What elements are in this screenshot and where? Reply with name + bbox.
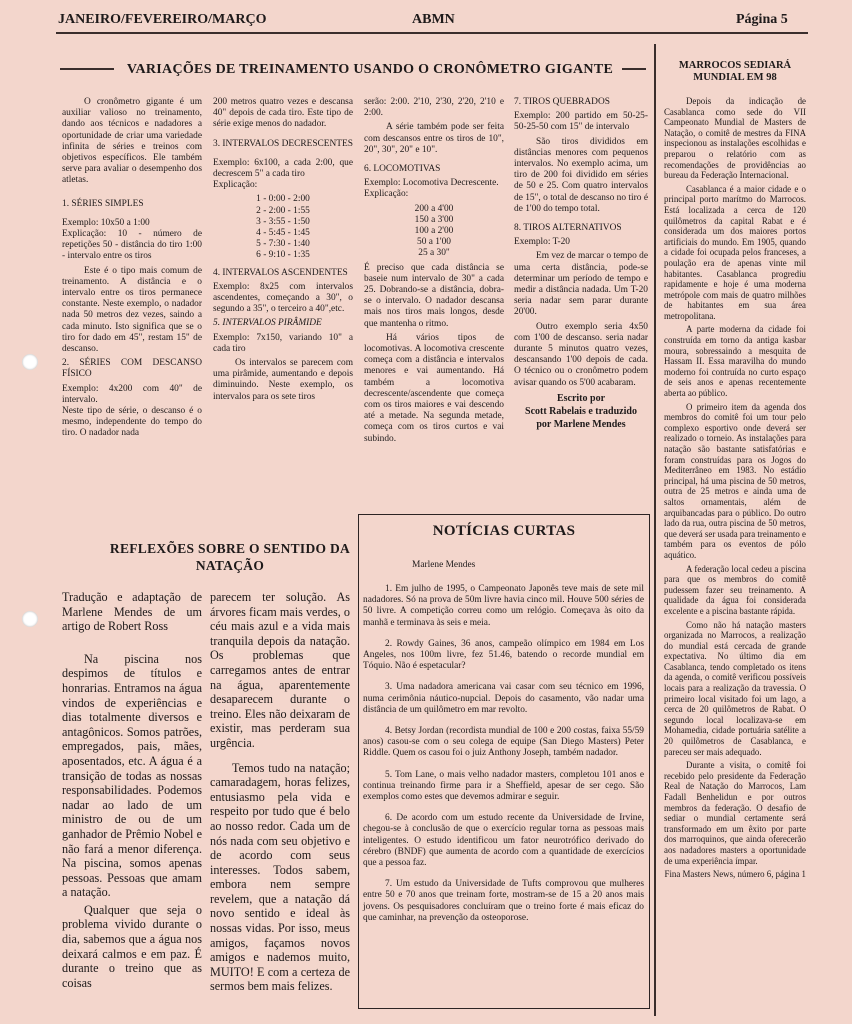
article-title-variacoes: VARIAÇÕES DE TREINAMENTO USANDO O CRONÔMETRO GIGANTE (126, 62, 614, 77)
paragraph: Depois da indicação de Casablanca como sede do VII Campeonato Mundial de Masters de Natação, o comitê de mestres da FINA inspecionou as instalações escolhidas e preparou o relatório com as recomendações de providências ao bureau da Federação Internacional. (664, 96, 806, 181)
paragraph: O cronômetro gigante é um auxiliar valioso no treinamento, dando aos técnicos e nadadores a oportunidade de criar uma variedade infinita de séries e treinos com objetivos específicos. Ele também serve para avaliar o desempenho dos atletas. (62, 97, 202, 186)
article-title-noticias: NOTÍCIAS CURTAS (432, 523, 576, 539)
paragraph: Na piscina nos despimos de títulos e honrarias. Entramos na água vindos de experiências e dias totalmente diversos e antagônicos. Somos patrões, empregados, pais, mães, aposentados, etc. A água é a transição de todas as nossas responsabilidades. Podemos nadar ao lado de um ministro de ou de um ganhador de Prêmio Nobel e não fará a menor diferença. Na piscina, somos apenas pessoas. Pessoas que amam a natação. (62, 651, 202, 900)
title-rule (622, 68, 646, 70)
paragraph: Exemplo: 200 partido em 50-25-50-25-50 com 15" de intervalo (514, 111, 648, 133)
header-rule (56, 32, 808, 34)
article2-column-2 (210, 590, 350, 997)
page-number: Página 5 (736, 12, 788, 27)
paragraph: Outro exemplo seria 4x50 com 1'00 de descanso. seria nadar durante 5 minutos quatro vezes, descansando 1'00 depois de cada. O técnico ou o cronômetro podem avisar quando os 5'00 acabaram. (514, 321, 648, 388)
article1-column-2 (213, 97, 353, 406)
column-rule (654, 44, 656, 1016)
paragraph: Como não há natação masters organizada no Marrocos, a realização do mundial está cercada de grande expectativa. No último dia em Casablanca, tendo completado os itens da agenda, o comitê verificou possíveis locais para a realização da travessia. O primeiro local visitado foi um lago, a cerca de 20 quilômetros de Rabat. O segundo local localizava-se em Mohamedia, cidade portuária satélite a 20 quilômetros de Casablanca, e pareceu ser mais adequado. (664, 619, 806, 757)
list-item: 1. Em julho de 1995, o Campeonato Japonês teve mais de sete mil nadadores. Só na prova de 50m livre havia cinco mil. Houve 500 séries de 50 livre. A competição correu como um relógio. Começava às oito da manhã e terminava às seis e meia. (363, 584, 644, 628)
list-item: 5. Tom Lane, o mais velho nadador masters, completou 101 anos e continua treinando firme para ir a Sheffield, apesar de ser cego. São exemplos como estes que devemos admirar e seguir. (363, 769, 644, 803)
section-heading: 7. TIROS QUEBRADOS (514, 97, 610, 107)
section-heading: 6. LOCOMOTIVAS (364, 164, 441, 175)
paragraph: A parte moderna da cidade foi construída em torno da antiga kasbar moura, sobressaindo a mesquita de Hassam II. Essa maravilha do mundo moderno foi contruída no curto espaço de seis anos e apenas recentemente aberta ao público. (664, 324, 806, 399)
article1-column-1 (62, 97, 202, 443)
paragraph: parecem ter solução. As árvores ficam mais verdes, o céu mais azul e a vida mais tranquila depois da natação. Os problemas que carregamos antes de entrar na água, aparentemente desaparecem durante o treino. Eles não deixaram de existir, mas perderam sua urgência. (210, 590, 350, 750)
paragraph: Este é o tipo mais comum de treinamento. A distância e o intervalo entre os tiros permanece constante. Neste exemplo, o nadador nada 50 metros dez vezes, saindo a cada minuto. Isto significa que se o tiro for dado em 45", restam 15" de descanso. (62, 265, 202, 355)
issue-date: JANEIRO/FEVEREIRO/MARÇO (58, 12, 267, 27)
article-title-reflexoes: REFLEXÕES SOBRE O SENTIDO DA NATAÇÃO (109, 541, 351, 573)
paragraph: Há vários tipos de locomotivas. A locomotiva crescente começa com a distância e intervalos menores e vai aumentando. Há também a locomotiva decrescente/ascendente que começa com os tiros maiores e vai descendo até a metade. Na segunda metade, começa com os tiros curtos e vai subindo. (364, 332, 504, 444)
list-item: 3. Uma nadadora americana vai casar com seu técnico em 1996, numa cerimônia náutico-nupcial. Depois do casamento, vão nadar uma distância de um quilômetro em mar revolto. (363, 682, 644, 715)
punch-hole (22, 611, 38, 627)
article2-column-1 (62, 590, 202, 993)
byline: Escrito por Scott Rabelais e traduzido por Marlene Mendes (525, 392, 637, 430)
list-item: 6. De acordo com um estudo recente da Universidade de Irvine, chegou-se à conclusão de que o exercício regular torna as pessoas mais inteligentes. O estudo identificou um fator neurotrófico derivado do cérebro (BNDF) que aumenta de acordo com a quantidade de exercícios que a pessoa faz. (363, 813, 644, 869)
paragraph: Exemplo: 6x100, a cada 2:00, que decrescem 5" a cada tiro Explicação: (213, 157, 353, 191)
section-heading: 1. SÉRIES SIMPLES (62, 198, 144, 209)
paragraph: Exemplo: 10x50 a 1:00 Explicação: 10 - número de repetições 50 - distância do tiro 1:00 - intervalo entre os tiros (62, 217, 202, 262)
article4-column (664, 96, 806, 883)
paragraph: Temos tudo na natação; camaradagem, horas felizes, entusiasmo pela vida e respeito por tudo que é belo ao nosso redor. Cada um de nós nada com seu objetivo e de acordo com seus interesses. Todos sabem, embora nem sempre revelem, que a natação dá novo sentido e ideal às nossas vidas. Por isso, meus amigos, façamos novos amigos e nademos muito, MUITO! E com a certeza de sermos bem mais felizes. (210, 760, 350, 994)
article-title-marrocos: MARROCOS SEDIARÁ MUNDIAL EM 98 (678, 60, 792, 83)
list-item: 2. Rowdy Gaines, 36 anos, campeão olímpico em 1984 em Los Angeles, nos 100m livre, fez 51.46, batendo o recorde mundial em Tóquio. Não é espetacular? (363, 638, 644, 672)
punch-hole (22, 354, 38, 370)
paragraph: Exemplo: Locomotiva Decrescente. Explicação: (364, 178, 499, 200)
list-item: 7. Um estudo da Universidade de Tufts comprovou que mulheres entre 50 e 70 anos que treinam forte, mostram-se de 15 a 20 anos mais jovens. Os pesquisadores concluíram que o treino forte é mais eficaz do que caminhar, na prevenção da osteoporose. (363, 879, 644, 923)
interval-table: 1 - 0:00 - 2:00 2 - 2:00 - 1:55 3 - 3:55 - 1:50 4 - 5:45 - 1:45 5 - 7:30 - 1:40 6 - 9:10 - 1:35 (256, 194, 310, 261)
section-heading: 3. INTERVALOS DECRESCENTES (213, 138, 353, 149)
paragraph: Casablanca é a maior cidade e o principal porto marítmo do Marrocos. Está localizada a cerca de 120 quilômetros da capital Rabat e é considerada um dos maiores portos artificiais do mundo. Em 1905, quando a cidade foi ocupada pelos franceses, a poulação era de apenas vinte mil habitantes. Casablanca progrediu rapidamente e hoje é uma moderna metrópole com mais de quatro milhões de habitantes em sua área metropolitana. (664, 183, 806, 321)
paragraph: O primeiro item da agenda dos membros do comitê foi um tour pelo complexo esportivo onde deverá ser realizado o torneio. As instalações para natação são bastante satisfatórias e foram construídas para os Jogos do Mediterrâneo em 1983. No estádio principal, há uma piscina de 50 metros, outra de 25 metros e ainda uma de saltos ornamentais, além de arquibancadas para o público. Do outro lado da rua, outra piscina de 50 metros, que deverá ser usada para treinamento e também para os eventos de pólo aquático. (664, 401, 806, 560)
byline: Marlene Mendes (412, 560, 476, 570)
locomotive-table: 200 a 4'00 150 a 3'00 100 a 2'00 50 a 1'00 25 a 30" (414, 203, 454, 259)
title-rule (60, 68, 114, 70)
paragraph: Qualquer que seja o problema vivido durante o dia, sabemos que a água nos deixará calmos e em paz. É durante o treino que as coisas (62, 902, 202, 990)
publication-name: ABMN (412, 12, 455, 27)
section-heading: 8. TIROS ALTERNATIVOS (514, 223, 622, 234)
paragraph: Exemplo: 4x200 com 40" de intervalo. Neste tipo de série, o descanso é o mesmo, independente do tempo do tiro. O nadador nada (62, 383, 202, 439)
paragraph: A federação local cedeu a piscina para que os membros do comitê pudessem fazer seu treinamento. A qualidade da água foi considerada excelente e a piscina bastante rápida. (664, 563, 806, 616)
paragraph: A série também pode ser feita com descansos entre os tiros de 10", 20", 30", 20" e 10". (364, 122, 504, 155)
section-heading: 5. INTERVALOS PIRÂMIDE (213, 318, 322, 329)
paragraph: Em vez de marcar o tempo de uma certa distância, pode-se determinar um período de tempo e medir a distância nadada. Um T-20 seria nadar sem parar durante 20'00. (514, 251, 648, 318)
article1-column-3 (364, 97, 504, 448)
news-list (363, 584, 644, 927)
paragraph: Exemplo: 7x150, variando 10" a cada tiro (213, 332, 353, 354)
section-heading: 2. SÉRIES COM DESCANSO FÍSICO (62, 358, 202, 380)
list-item: 4. Betsy Jordan (recordista mundial de 100 e 200 costas, faixa 55/59 anos) casou-se com o seu colega de equipe (San Diego Masters) Peter Riddle. Quem os casou foi o juiz Anthony Joseph, também nadador. (363, 726, 644, 759)
source-citation: Fina Masters News, número 6, página 1 (664, 869, 806, 880)
paragraph: 200 metros quatro vezes e descansa 40" depois de cada tiro. Este tipo de série exige menos do nadador. (213, 97, 353, 130)
paragraph: serão: 2:00. 2'10, 2'30, 2'20, 2'10 e 2:00. (364, 97, 504, 119)
paragraph: Exemplo: T-20 (514, 237, 570, 248)
paragraph: Durante a visita, o comitê foi recebido pelo presidente da Federação Real de Natação do Marrocos, Lam Fadall Benhelidun e por outros membros da federação. O desafio de sediar o mundial certamente será transformado em um êxito por parte dos marroquinos, que ainda oferecerão aos nadadores masters a oportunidade de uma experiência ímpar. (664, 760, 806, 866)
paragraph: Os intervalos se parecem com uma pirâmide, aumentando e depois diminuindo. Neste exemplo, os intervalos para os sete tiros (213, 358, 353, 402)
paragraph: É preciso que cada distância se baseie num intervalo de 30" a cada 25. Dobrando-se a distância, dobra-se o intervalo. O nadador descansa mais nos tiros mais longos, desde que mantenha o ritmo. (364, 262, 504, 329)
section-heading: 4. INTERVALOS ASCENDENTES (213, 267, 348, 278)
article1-column-4 (514, 97, 648, 434)
byline: Tradução e adaptação de Marlene Mendes de um artigo de Robert Ross (62, 590, 202, 634)
paragraph: Exemplo: 8x25 com intervalos ascendentes, começando a 30", o segundo a 35", o terceiro a 40",etc. (213, 281, 353, 315)
paragraph: São tiros divididos em distâncias menores com pequenos intervalos. No exemplo acima, um tiro de 200 foi dividido em séries de 50 e 25. Com quatro intervalos de 15", o total de descanso no tiro é de 1'00 do tempo total. (514, 136, 648, 214)
